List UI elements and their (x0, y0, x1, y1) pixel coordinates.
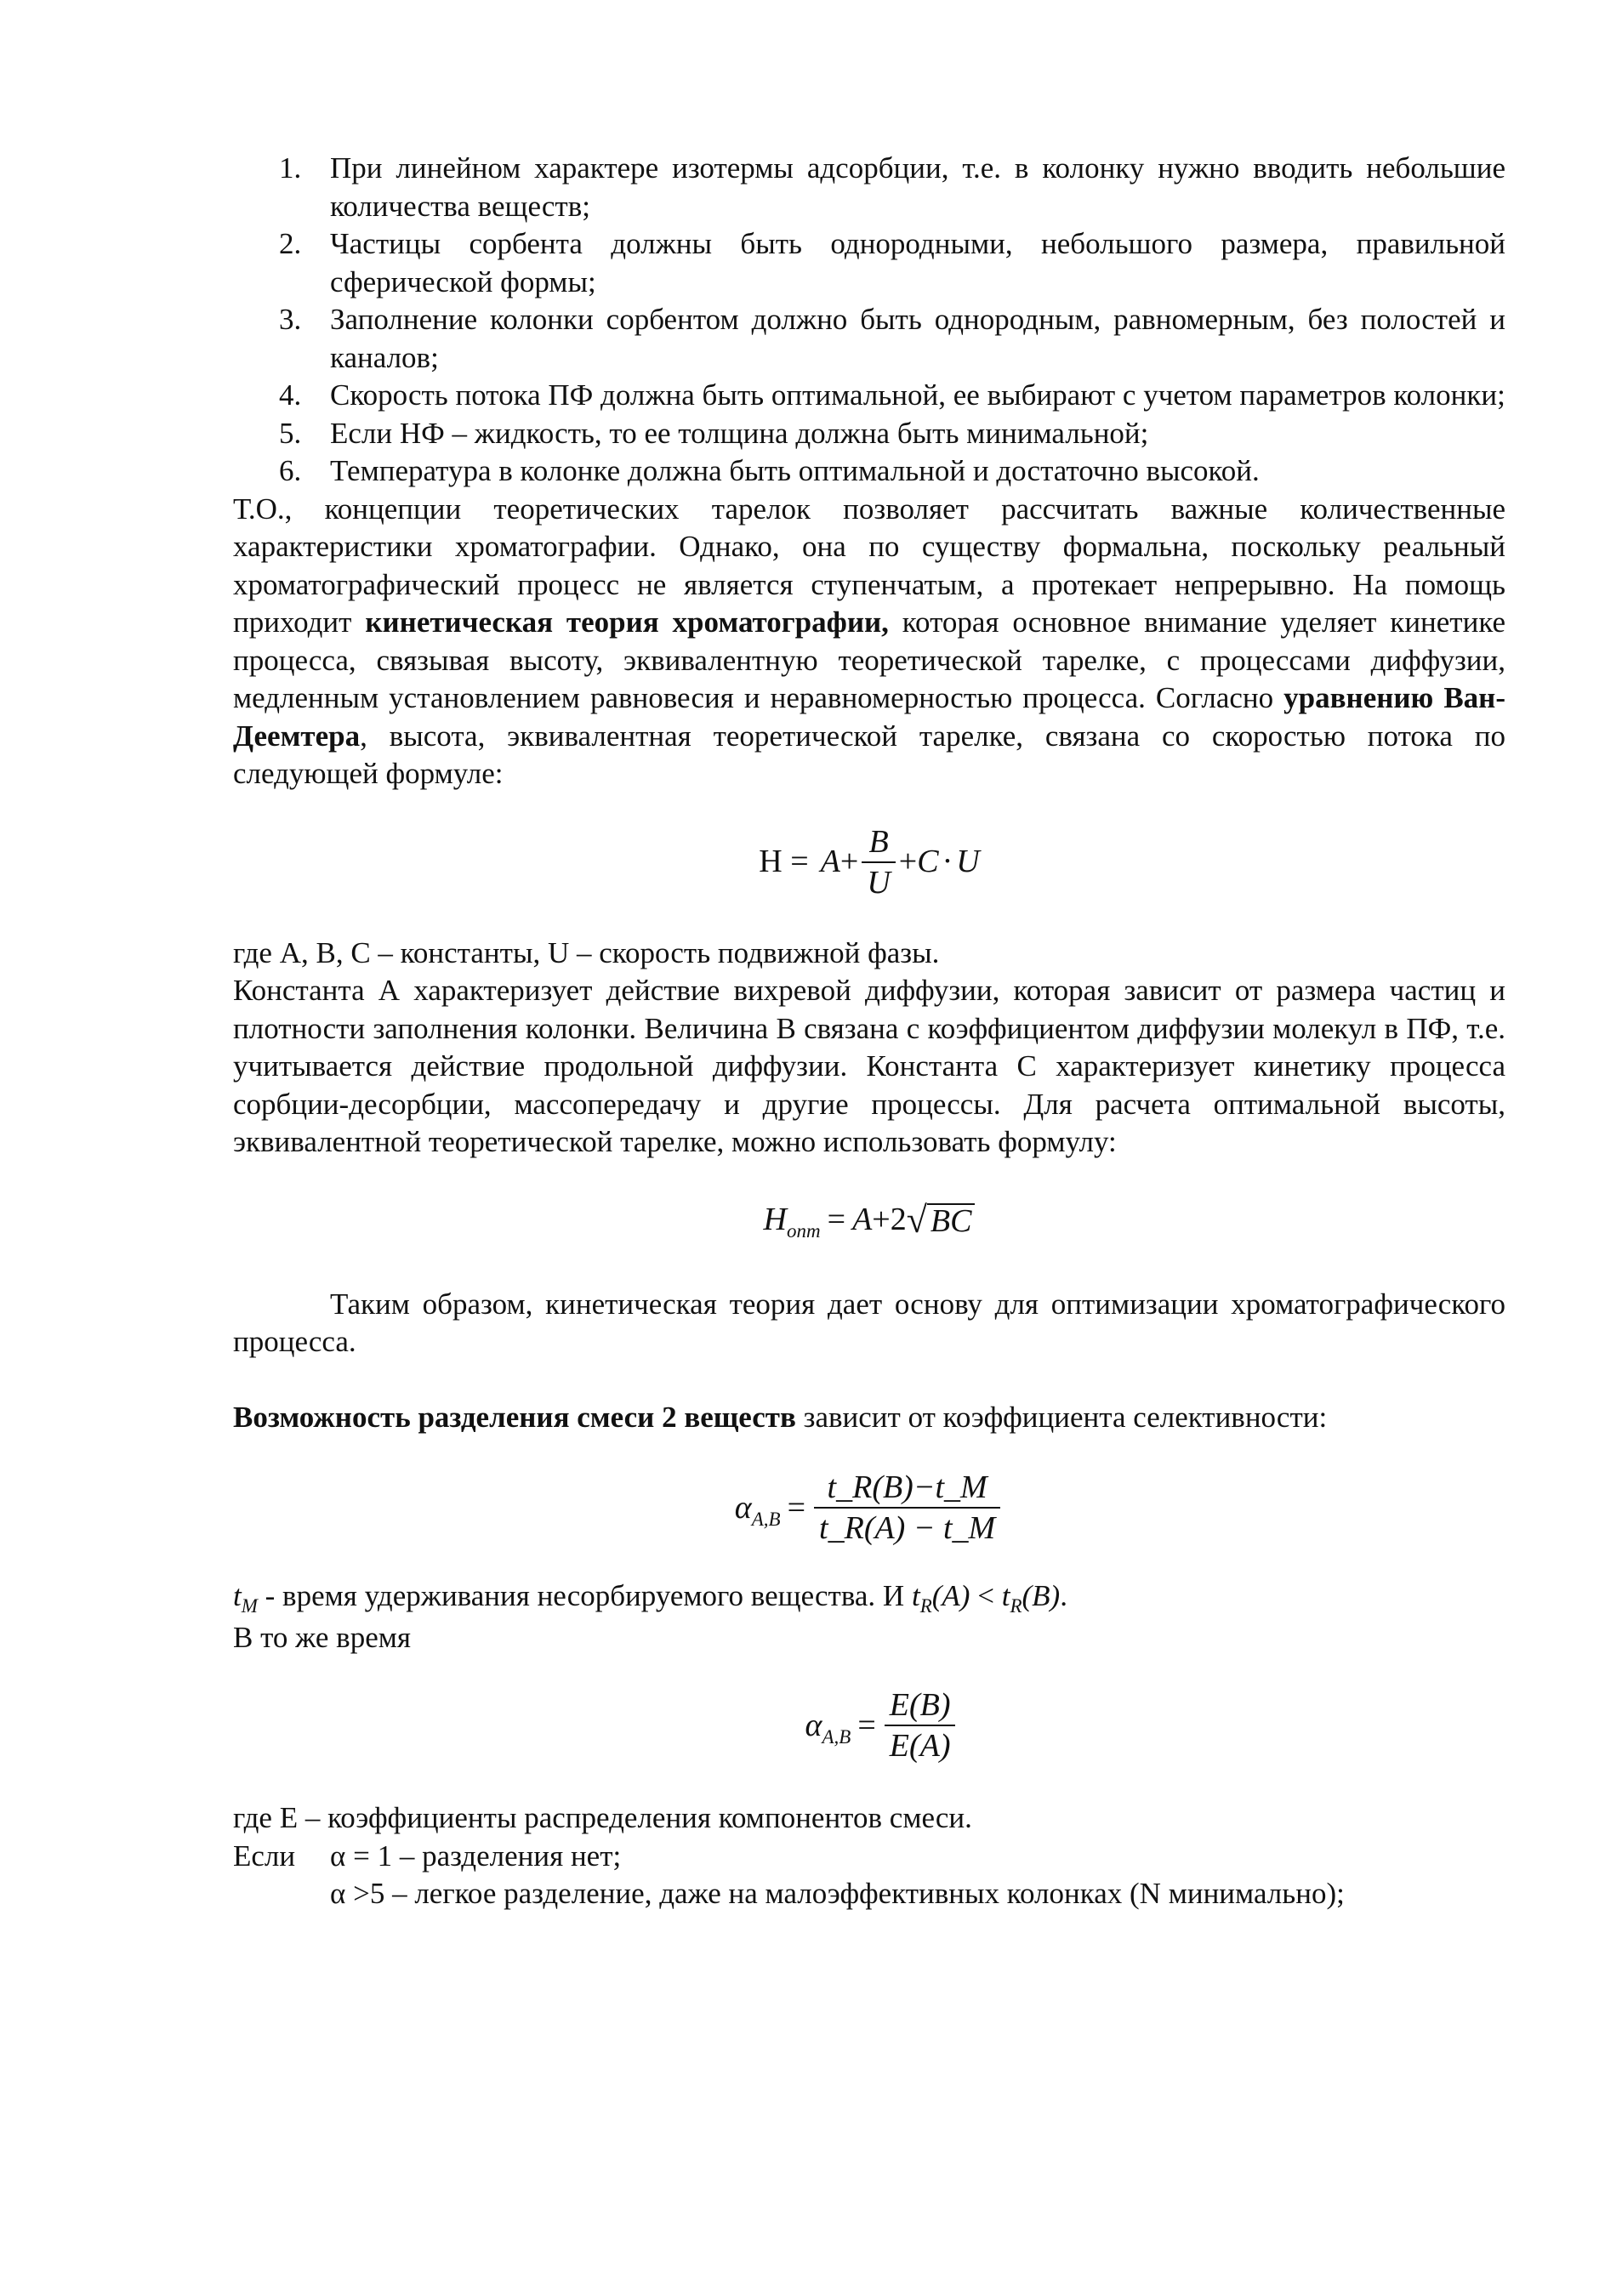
formula-symbol: t (1001, 1579, 1010, 1612)
text-run: - время удерживания несорбируемого вещества. И (257, 1579, 912, 1612)
text-run: которая основное внимание уделяет кинетике процесса, связывая высоту, эквивалентную теоретической тарелке, с процессами диффузии, медленным установлением равновесия и неравномерностью процесса. Согласно (233, 605, 1506, 714)
where-coefficients-line: где Е – коэффициенты распределения компонентов смеси. (233, 1801, 972, 1834)
numerator: E(B) (889, 1687, 951, 1723)
formula-subscript: R (1010, 1595, 1022, 1617)
list-text: Скорость потока ПФ должна быть оптимальной, ее выбирают с учетом параметров колонки; (330, 378, 1505, 412)
formula-symbol: (A) (931, 1579, 970, 1612)
formula-selectivity-times (233, 1448, 1505, 1567)
formula-subscript: R (919, 1595, 932, 1617)
list-item (233, 150, 1505, 225)
paragraph-selectivity (233, 1399, 1505, 1437)
denominator: U (862, 861, 895, 901)
formula-subscript: M (241, 1595, 258, 1617)
text-run: α = 1 – разделения нет; (330, 1839, 622, 1873)
where-constants-line: где А, В, С – константы, U – скорость подвижной фазы. (233, 935, 940, 969)
formula-optimal-height (233, 1174, 1505, 1267)
list-text: Заполнение колонки сорбентом должно быть однородным, равномерным, без полостей и каналов; (330, 303, 1505, 374)
formula-subscript: A,B (822, 1725, 851, 1748)
term-van-deemter: уравнению Ван-Деемтера (233, 681, 1505, 753)
formula-text: H = (759, 844, 809, 880)
term-separation: Возможность разделения смеси 2 веществ (233, 1400, 796, 1434)
formula-symbol: t (911, 1579, 920, 1612)
formula-operator: + (898, 844, 918, 880)
paragraph-constants: Константа А характеризует действие вихревой диффузии, которая зависит от размера частиц и плотности заполнения колонки. Величина В связана с коэффициентом диффузии молекул в ПФ, т.е. учитывается действие продольной диффузии. Константа С характеризует кинетику процесса сорбции-десорбции, массопередачу и другие процессы. Для расчета оптимальной высоты, эквивалентной теоретической тарелке, можно использовать формулу: (233, 974, 1505, 1158)
formula-operator: < (970, 1579, 1002, 1612)
text-run: зависит от коэффициента селективности: (795, 1400, 1328, 1434)
list-item (233, 225, 1505, 301)
list-item (233, 415, 1505, 453)
formula-symbol: U (956, 844, 980, 880)
paragraph-kinetic-theory (233, 491, 1505, 793)
formula-operator: · (942, 844, 953, 880)
list-item (233, 377, 1505, 415)
radicand: BC (927, 1203, 976, 1237)
list-number: 3. (279, 303, 302, 336)
numerator: B (868, 823, 889, 860)
tm-definition-line (233, 1577, 1505, 1619)
text-run: Если (233, 1839, 296, 1873)
list-number: 4. (279, 378, 302, 412)
formula-symbol: t (233, 1579, 242, 1612)
list-item (233, 301, 1505, 377)
term-kinetic-theory: кинетическая теория хроматографии, (365, 605, 889, 639)
formula-symbol: C (917, 844, 939, 880)
formula-symbol: H (763, 1202, 787, 1238)
list-item (233, 452, 1505, 491)
document-page (233, 150, 1505, 1913)
list-text: Температура в колонке должна быть оптимальной и достаточно высокой. (330, 454, 1260, 487)
paragraph-conclusion: Таким образом, кинетическая теория дает основу для оптимизации хроматографического процесса. (233, 1287, 1505, 1358)
formula-symbol: A (852, 1202, 873, 1238)
formula-symbol: A (820, 844, 840, 880)
text-run: Т.О., концепции теоретических тарелок позволяет рассчитать важные количественные характеристики хроматографии. Однако, она по существу формальна, поскольку реальный хроматографический процесс не является ступенчатым, а протекает непрерывно. На помощь приходит (233, 492, 1505, 639)
if-line-1 (233, 1838, 1505, 1876)
same-time-line: В то же время (233, 1620, 411, 1654)
formula-subscript: опт (787, 1220, 821, 1242)
formula-operator: = (857, 1707, 876, 1743)
list-number: 5. (279, 416, 302, 450)
fraction (814, 1469, 1000, 1546)
formula-operator: + (872, 1202, 891, 1238)
denominator: t_R(A) − t_M (814, 1507, 1000, 1546)
list-number: 1. (279, 151, 302, 185)
formula-operator: = (827, 1202, 846, 1238)
text-run: , высота, эквивалентная теоретической тарелке, связана со скоростью потока по следующей формуле: (233, 719, 1505, 790)
formula-subscript: A,B (751, 1508, 781, 1530)
square-root (906, 1198, 976, 1241)
numerator: t_R(B)−t_M (827, 1469, 987, 1505)
fraction (885, 1687, 956, 1764)
formula-symbol: (B) (1022, 1579, 1061, 1612)
list-text: Частицы сорбента должны быть однородными, небольшого размера, правильной сферической формы; (330, 227, 1505, 298)
formula-number: 2 (890, 1202, 907, 1238)
if-line-2: α >5 – легкое разделение, даже на малоэффективных колонках (N минимально); (330, 1877, 1345, 1910)
fraction (862, 824, 895, 901)
formula-symbol: α (734, 1489, 752, 1526)
sqrt-icon: √ (906, 1198, 927, 1241)
list-number: 6. (279, 454, 302, 487)
text-run: . (1060, 1579, 1067, 1612)
list-text: Если НФ – жидкость, то ее толщина должна быть минимальной; (330, 416, 1149, 450)
formula-van-deemter (233, 798, 1505, 926)
list-text: При линейном характере изотермы адсорбции, т.е. в колонку нужно вводить небольшие количества веществ; (330, 151, 1505, 223)
formula-operator: + (839, 844, 859, 880)
formula-selectivity-distribution (233, 1662, 1505, 1789)
formula-operator: = (787, 1489, 806, 1526)
denominator: E(A) (885, 1725, 956, 1764)
list-number: 2. (279, 227, 302, 260)
requirements-list (233, 150, 1505, 491)
formula-symbol: α (805, 1707, 822, 1743)
